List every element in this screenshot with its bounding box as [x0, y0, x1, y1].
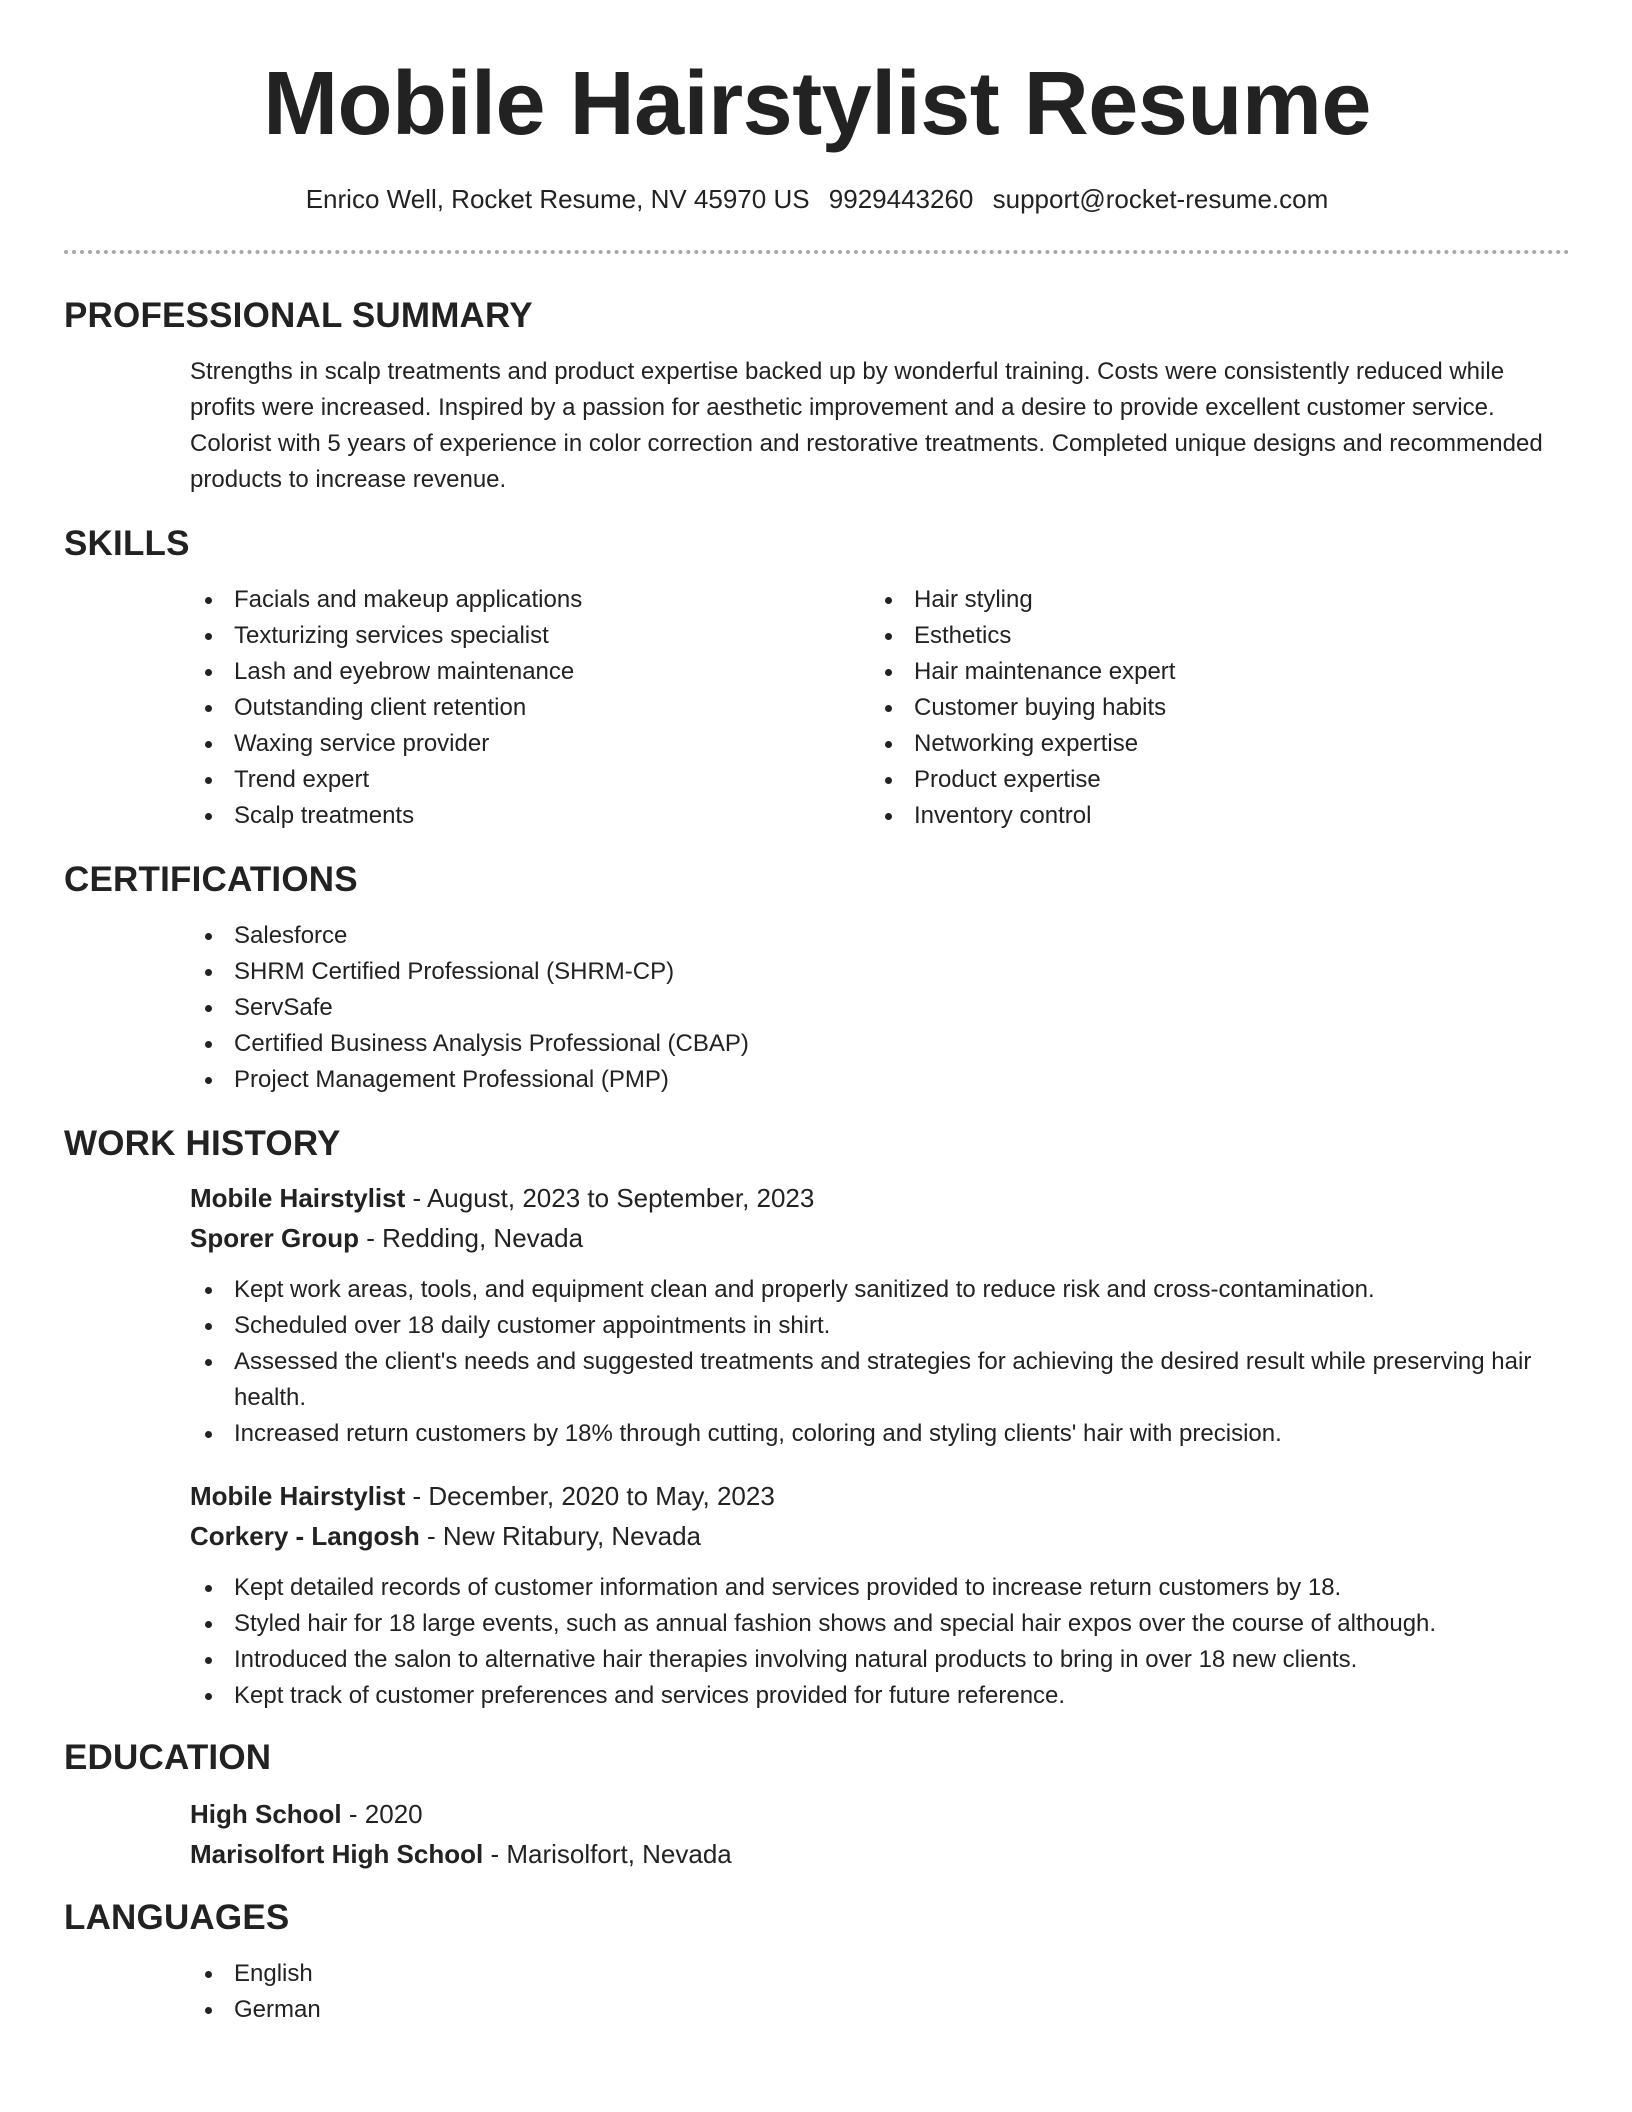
education-heading: EDUCATION [64, 1738, 272, 1777]
skill-item: Outstanding client retention [190, 690, 870, 726]
certification-item: Certified Business Analysis Professional (CBAP) [190, 1026, 1570, 1062]
job-bullet: Styled hair for 18 large events, such as annual fashion shows and special hair expos over the course of although. [190, 1606, 1570, 1642]
job-bullet: Increased return customers by 18% through cutting, coloring and styling clients' hair with precision. [190, 1416, 1570, 1452]
job-company: Corkery - Langosh [190, 1521, 420, 1551]
skill-item: Inventory control [870, 798, 1550, 834]
skill-item: Trend expert [190, 762, 870, 798]
resume-page [64, 0, 1570, 2028]
job-bullet: Kept work areas, tools, and equipment clean and properly sanitized to reduce risk and cross-contamination. [190, 1272, 1570, 1308]
skill-item: Lash and eyebrow maintenance [190, 654, 870, 690]
work-history-heading: WORK HISTORY [64, 1124, 341, 1163]
certifications-list [190, 918, 1570, 1098]
header-divider [64, 250, 1570, 254]
summary-section [190, 354, 1570, 498]
skills-column-left [190, 582, 870, 834]
education-year: - 2020 [341, 1799, 423, 1829]
education-entry [190, 1794, 1570, 1874]
skill-item: Scalp treatments [190, 798, 870, 834]
skill-item: Networking expertise [870, 726, 1550, 762]
skills-list [190, 582, 1570, 834]
contact-line [64, 182, 1570, 216]
job-title: Mobile Hairstylist [190, 1183, 406, 1213]
education-degree: High School [190, 1799, 342, 1829]
skill-item: Customer buying habits [870, 690, 1550, 726]
certification-item: Project Management Professional (PMP) [190, 1062, 1570, 1098]
skill-item: Waxing service provider [190, 726, 870, 762]
skills-heading: SKILLS [64, 524, 190, 563]
certification-item: ServSafe [190, 990, 1570, 1026]
job-title-line [190, 1476, 1570, 1516]
education-school: Marisolfort High School [190, 1839, 484, 1869]
job-bullet: Kept detailed records of customer information and services provided to increase return customers by 18. [190, 1570, 1570, 1606]
skill-item: Hair styling [870, 582, 1550, 618]
job-bullet: Scheduled over 18 daily customer appointments in shirt. [190, 1308, 1570, 1344]
job-bullet: Introduced the salon to alternative hair therapies involving natural products to bring in over 18 new clients. [190, 1642, 1570, 1678]
contact-email: support@rocket-resume.com [992, 184, 1329, 214]
education-degree-line [190, 1794, 1570, 1834]
job-dates: - August, 2023 to September, 2023 [405, 1183, 815, 1213]
skill-item: Texturizing services specialist [190, 618, 870, 654]
job-company: Sporer Group [190, 1223, 360, 1253]
job-location: - Redding, Nevada [359, 1223, 584, 1253]
certification-item: Salesforce [190, 918, 1570, 954]
skill-item: Hair maintenance expert [870, 654, 1550, 690]
job-title-line [190, 1178, 1570, 1218]
page-title: Mobile Hairstylist Resume [263, 54, 1371, 154]
education-location: - Marisolfort, Nevada [483, 1839, 732, 1869]
languages-heading: LANGUAGES [64, 1898, 290, 1937]
language-item: German [190, 1992, 1570, 2028]
job-bullet: Kept track of customer preferences and services provided for future reference. [190, 1678, 1570, 1714]
job-location: - New Ritabury, Nevada [419, 1521, 702, 1551]
job-entry [190, 1476, 1570, 1714]
education-school-line [190, 1834, 1570, 1874]
job-company-line [190, 1516, 1570, 1556]
certification-item: SHRM Certified Professional (SHRM-CP) [190, 954, 1570, 990]
certifications-heading: CERTIFICATIONS [64, 860, 358, 899]
skill-item: Esthetics [870, 618, 1550, 654]
contact-address: Enrico Well, Rocket Resume, NV 45970 US [305, 184, 810, 214]
language-item: English [190, 1956, 1570, 1992]
skill-item: Product expertise [870, 762, 1550, 798]
contact-phone: 9929443260 [828, 184, 974, 214]
skills-column-right [870, 582, 1550, 834]
job-company-line [190, 1218, 1570, 1258]
job-bullet: Assessed the client's needs and suggested treatments and strategies for achieving the desired result while preserving hair health. [190, 1344, 1570, 1416]
languages-list [190, 1956, 1570, 2028]
skill-item: Facials and makeup applications [190, 582, 870, 618]
job-title: Mobile Hairstylist [190, 1481, 406, 1511]
summary-text: Strengths in scalp treatments and product expertise backed up by wonderful training. Costs were consistently reduced while profits were increased. Inspired by a passion for aesthetic improvement and a desire to provide excellent customer service. Colorist with 5 years of experience in color correction and restorative treatments. Completed unique designs and recommended products to increase revenue. [190, 358, 1543, 493]
job-dates: - December, 2020 to May, 2023 [405, 1481, 775, 1511]
job-entry [190, 1178, 1570, 1452]
summary-heading: PROFESSIONAL SUMMARY [64, 296, 533, 335]
